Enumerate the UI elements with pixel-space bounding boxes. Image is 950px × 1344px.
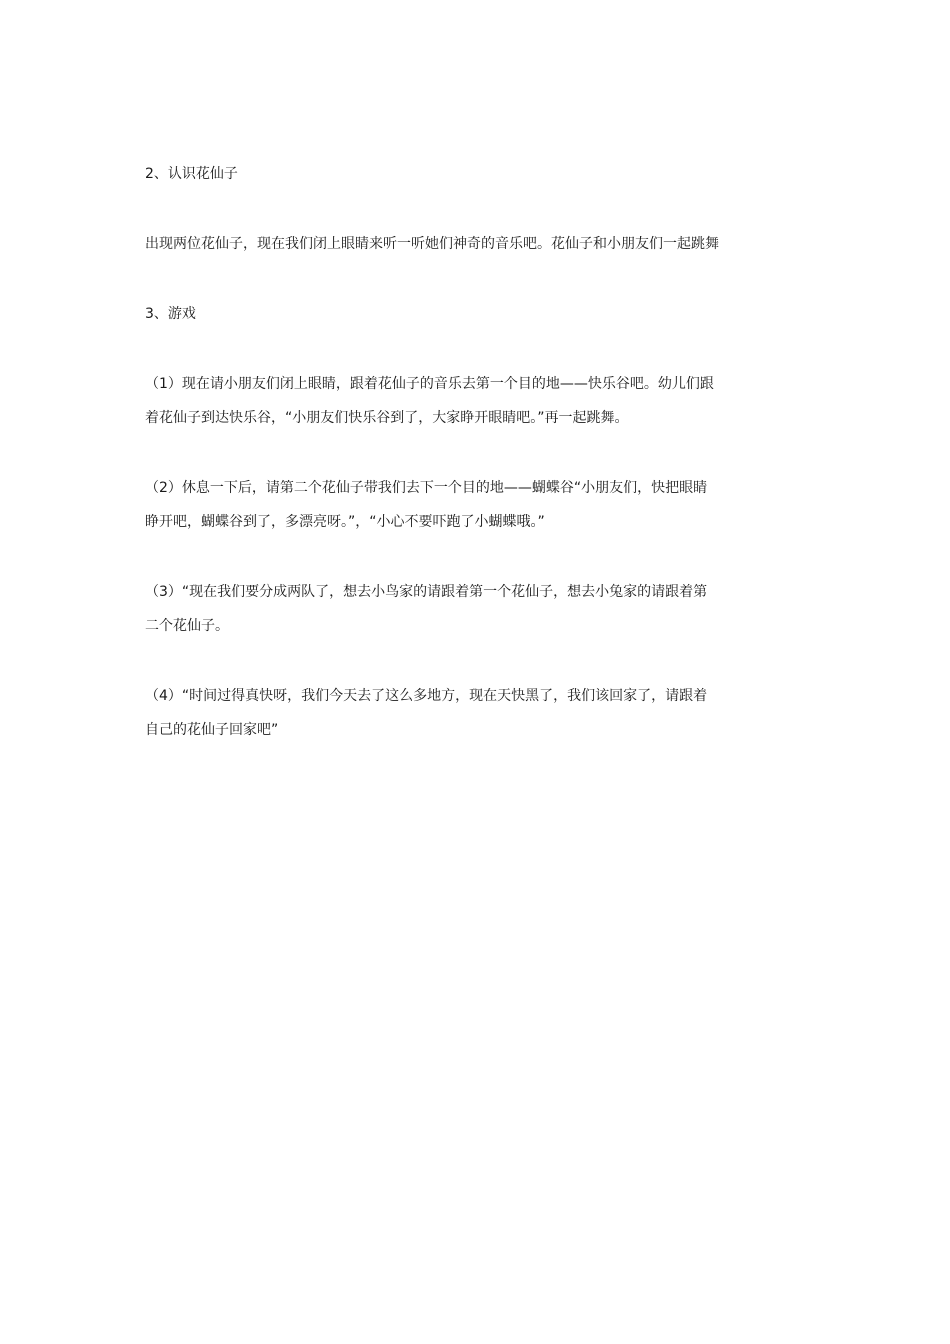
game-item-1 — [145, 367, 810, 435]
section-heading-3: 3、游戏 — [145, 306, 196, 322]
game-item-3-line-2: 二个花仙子。 — [145, 618, 229, 634]
game-item-4 — [145, 679, 810, 747]
game-item-2-line-1: （2）休息一下后，请第二个花仙子带我们去下一个目的地——蝴蝶谷“小朋友们，快把眼睛 — [145, 480, 708, 496]
game-item-4-line-1: （4）“时间过得真快呀，我们今天去了这么多地方，现在天快黑了，我们该回家了，请跟着 — [145, 688, 708, 704]
document-body — [145, 157, 810, 747]
game-item-3 — [145, 575, 810, 643]
section-2-paragraph: 出现两位花仙子，现在我们闭上眼睛来听一听她们神奇的音乐吧。花仙子和小朋友们一起跳舞 — [145, 236, 719, 252]
game-item-2-line-2: 睁开吧，蝴蝶谷到了，多漂亮呀。”，“小心不要吓跑了小蝴蝶哦。” — [145, 514, 545, 530]
game-item-4-line-2: 自己的花仙子回家吧” — [145, 722, 279, 738]
game-item-1-line-1: （1）现在请小朋友们闭上眼睛，跟着花仙子的音乐去第一个目的地——快乐谷吧。幼儿们跟 — [145, 376, 714, 392]
game-item-2 — [145, 471, 810, 539]
game-item-3-line-1: （3）“现在我们要分成两队了，想去小鸟家的请跟着第一个花仙子，想去小兔家的请跟着第 — [145, 584, 708, 600]
section-heading-2: 2、认识花仙子 — [145, 166, 238, 182]
game-item-1-line-2: 着花仙子到达快乐谷，“小朋友们快乐谷到了，大家睁开眼睛吧。”再一起跳舞。 — [145, 410, 629, 426]
